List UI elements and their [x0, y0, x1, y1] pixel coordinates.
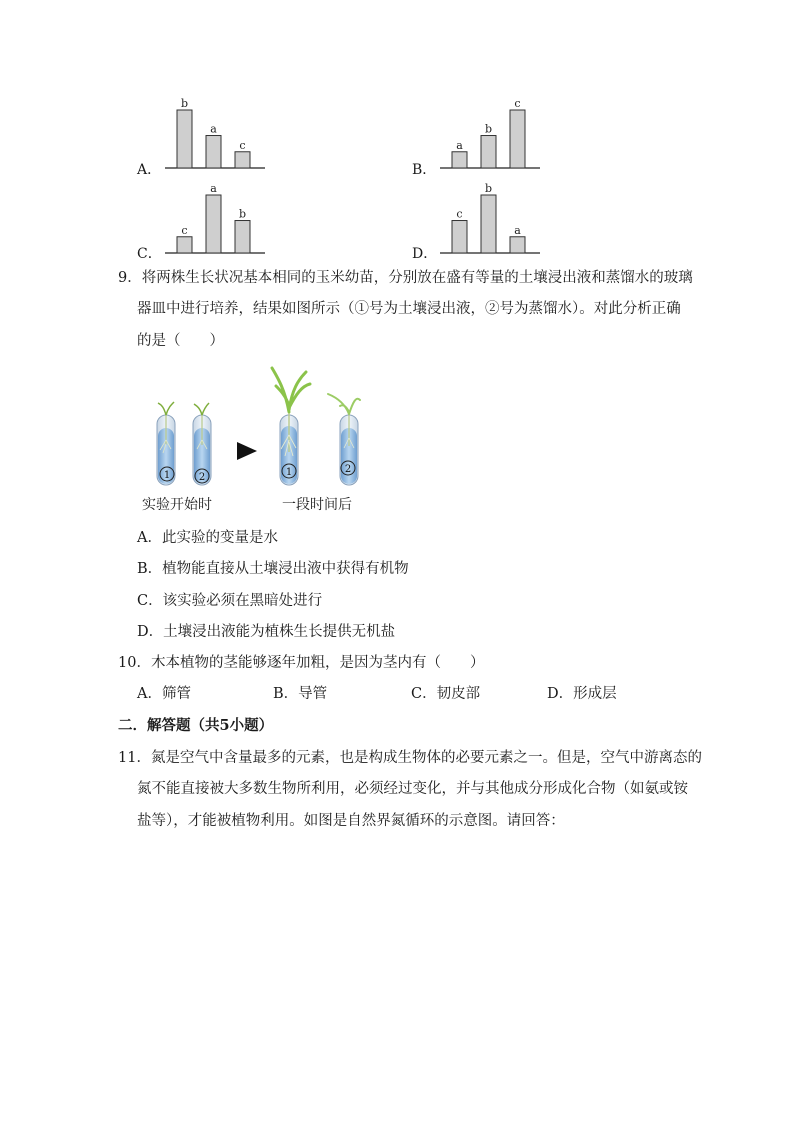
- chart-c: [165, 180, 265, 260]
- bar-label-b: b: [238, 207, 247, 221]
- q9-option-d[interactable]: D．土壤浸出液能为植株生长提供无机盐: [137, 624, 396, 640]
- chart-d-label: D．: [412, 246, 438, 262]
- bar-label-b: b: [484, 122, 493, 136]
- q9-option-a[interactable]: A．此实验的变量是水: [137, 530, 278, 546]
- bar-label-a: a: [456, 138, 463, 152]
- caption-after: 一段时间后: [282, 497, 352, 513]
- q11-line-3: 盐等），才能被植物利用。如图是自然界氮循环的示意图。请回答：: [137, 813, 565, 829]
- bar-label-a: a: [514, 223, 521, 237]
- q10-option-b[interactable]: B．导管: [273, 686, 328, 702]
- q9-option-b[interactable]: B．植物能直接从土壤浸出液中获得有机物: [137, 561, 409, 577]
- bar-c: [177, 237, 192, 253]
- bar-c: [452, 221, 467, 253]
- q9-line-1: 9．将两株生长状况基本相同的玉米幼苗，分别放在盛有等量的土壤浸出液和蒸馏水的玻璃: [118, 270, 693, 286]
- q11-line-1: 11．氮是空气中含量最多的元素，也是构成生物体的必要元素之一。但是，空气中游离态的: [118, 750, 702, 766]
- q9-line-2: 器皿中进行培养，结果如图所示（①号为土壤浸出液，②号为蒸馏水）。对此分析正确: [137, 301, 681, 317]
- q10-option-d[interactable]: D．形成层: [547, 686, 617, 702]
- chart-a: [165, 95, 265, 175]
- bar-b: [481, 136, 496, 168]
- caption-start: 实验开始时: [142, 497, 212, 513]
- tube-number-1-start-text: 1: [163, 470, 171, 481]
- q10-option-a[interactable]: A．筛管: [137, 686, 191, 702]
- q11-line-2: 氮不能直接被大多数生物所利用，必须经过变化，并与其他成分形成化合物（如氨或铵: [137, 781, 688, 797]
- arrow-icon: [237, 442, 257, 460]
- bar-a: [206, 195, 221, 253]
- bar-c: [510, 110, 525, 168]
- bar-label-c: c: [181, 223, 188, 237]
- bar-b: [235, 221, 250, 253]
- bar-label-c: c: [456, 207, 463, 221]
- chart-d: [440, 180, 540, 260]
- bar-b: [481, 195, 496, 253]
- bar-label-b: b: [180, 97, 189, 110]
- bar-a: [452, 152, 467, 168]
- bar-label-b: b: [484, 182, 493, 195]
- q10-stem: 10．木本植物的茎能够逐年加粗，是因为茎内有（ ）: [118, 655, 485, 671]
- bar-label-c: c: [239, 138, 246, 152]
- bar-b: [177, 110, 192, 168]
- chart-b: [440, 95, 540, 175]
- q9-line-3: 的是（ ）: [137, 333, 224, 349]
- chart-a-label: A．: [137, 162, 162, 178]
- bar-label-c: c: [514, 97, 521, 110]
- q10-option-c[interactable]: C．韧皮部: [411, 686, 481, 702]
- bar-a: [510, 237, 525, 253]
- bar-label-a: a: [210, 182, 217, 195]
- bar-a: [206, 136, 221, 168]
- chart-c-label: C．: [137, 246, 162, 262]
- tube-number-1-after-text: 1: [285, 467, 293, 478]
- chart-b-label: B．: [412, 162, 437, 178]
- section-title: 二．解答题（共5小题）: [118, 717, 274, 734]
- bar-label-a: a: [210, 122, 217, 136]
- bar-c: [235, 152, 250, 168]
- tube-number-2-start-text: 2: [198, 472, 206, 483]
- tube-number-2-after-text: 2: [344, 464, 352, 475]
- q9-option-c[interactable]: C．该实验必须在黑暗处进行: [137, 593, 323, 609]
